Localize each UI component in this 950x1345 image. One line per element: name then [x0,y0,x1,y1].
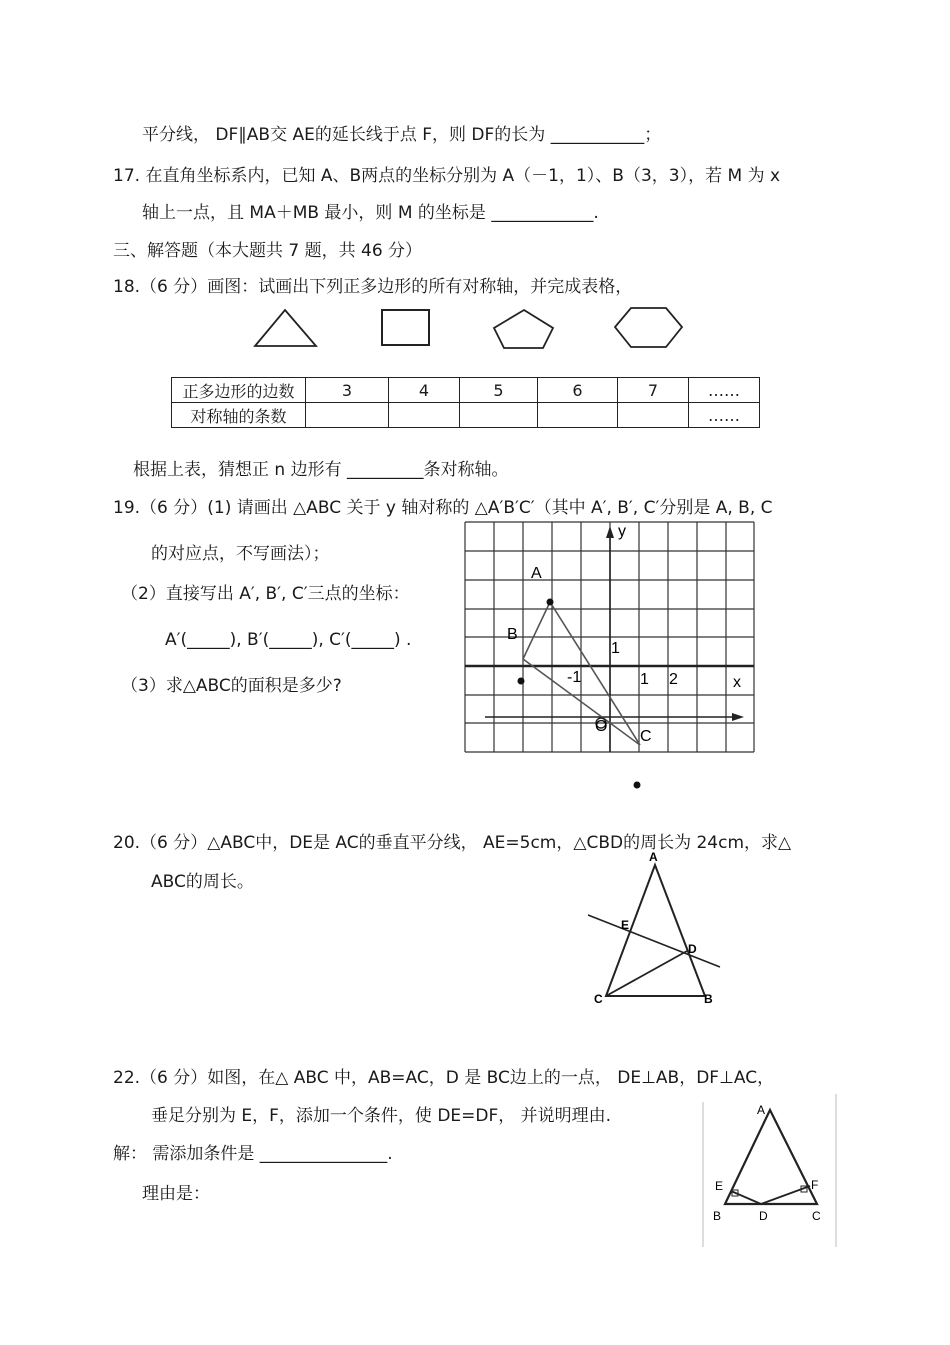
label-b: B [713,1209,722,1223]
pentagon-shape [494,310,553,348]
q20-line2: ABC的周长。 [151,872,254,892]
q20-figure [582,848,732,1008]
label-y: y [618,523,626,540]
label-one-x: 1 [640,671,649,688]
segment-de [731,1191,761,1204]
q22-solution: 解： 需添加条件是 _______________. [113,1144,393,1164]
table-cell: …… [689,403,760,428]
q17-line1: 17. 在直角坐标系内，已知 A、B两点的坐标分别为 A（－1，1）、B（3，3），若 M 为 x [113,166,781,186]
table-cell-blank[interactable] [618,403,689,428]
label-c: C [812,1209,821,1223]
hexagon-shape [615,308,682,347]
label-b: B [704,992,713,1006]
point-dot [518,678,525,685]
table-header-sides: 正多边形的边数 [172,378,306,403]
table-cell: 5 [460,378,538,403]
label-neg-one: -1 [567,669,582,686]
q19-line2: 的对应点，不写画法）； [151,544,330,564]
table-cell-blank[interactable] [389,403,460,428]
label-b: B [507,626,518,643]
label-o: O [595,718,608,735]
q19-coordinate-grid [460,518,760,793]
label-c: C [594,992,603,1006]
segment-df [761,1186,810,1204]
q19-part3: （3）求△ABC的面积是多少? [121,676,342,696]
label-a: A [531,565,542,582]
q18-polygons [0,300,950,360]
triangle-shape [255,310,316,346]
label-x: x [733,674,741,691]
q20-line1: 20.（6 分）△ABC中，DE是 AC的垂直平分线， AE=5cm，△CBD的周长为 24cm，求△ [113,833,792,853]
table-cell: 7 [618,378,689,403]
label-one-y: 1 [611,640,620,657]
q22-line1: 22.（6 分）如图，在△ ABC 中，AB=AC，D 是 BC边上的一点， DE⊥AB，DF⊥AC， [113,1068,775,1088]
table-cell-blank[interactable] [538,403,618,428]
x-axis-arrow-icon [732,713,744,721]
label-a: A [757,1103,766,1117]
q16-line: 平分线， DF∥AB交 AE的延长线于点 F，则 DF的长为 ___________； [142,125,662,145]
square-shape [382,310,429,345]
label-d: D [688,942,697,956]
table-cell: 4 [389,378,460,403]
q22-figure [700,1092,840,1250]
q19-answers: A′(_____), B′(_____), C′(_____) . [165,630,412,650]
triangle-abc [725,1110,817,1204]
q19-line1: 19.（6 分）(1) 请画出 △ABC 关于 y 轴对称的 △A′B′C′（其中 A′, B′, C′分别是 A, B, C [113,498,773,518]
label-two-x: 2 [669,671,678,688]
section3-heading: 三、解答题（本大题共 7 题，共 46 分） [113,241,423,261]
label-e: E [621,918,630,932]
table-row [172,403,760,428]
q18-prompt: 18.（6 分）画图：试画出下列正多边形的所有对称轴，并完成表格， [113,277,633,297]
segment-cd [606,951,687,996]
y-axis-arrow-icon [606,526,614,538]
q22-reason: 理由是： [142,1184,210,1204]
q19-part2: （2）直接写出 A′, B′, C′三点的坐标： [121,584,410,604]
table-header-axes: 对称轴的条数 [172,403,306,428]
table-cell-blank[interactable] [460,403,538,428]
q22-line2: 垂足分别为 E，F，添加一个条件，使 DE=DF， 并说明理由. [151,1106,612,1126]
q18-conclusion: 根据上表，猜想正 n 边形有 _________条对称轴。 [133,460,509,480]
table-cell: 6 [538,378,618,403]
label-f: F [811,1178,819,1192]
table-cell-blank[interactable] [306,403,389,428]
label-d: D [759,1209,768,1223]
perpendicular-bisector [588,915,720,967]
label-e: E [715,1179,724,1193]
label-c: C [640,728,652,745]
q18-table [171,377,760,428]
table-row [172,378,760,403]
table-cell: …… [689,378,760,403]
table-cell: 3 [306,378,389,403]
point-dot [634,782,641,789]
q17-line2: 轴上一点，且 MA＋MB 最小，则 M 的坐标是 ____________. [142,203,599,223]
label-a: A [649,850,658,864]
point-a-dot [547,599,554,606]
